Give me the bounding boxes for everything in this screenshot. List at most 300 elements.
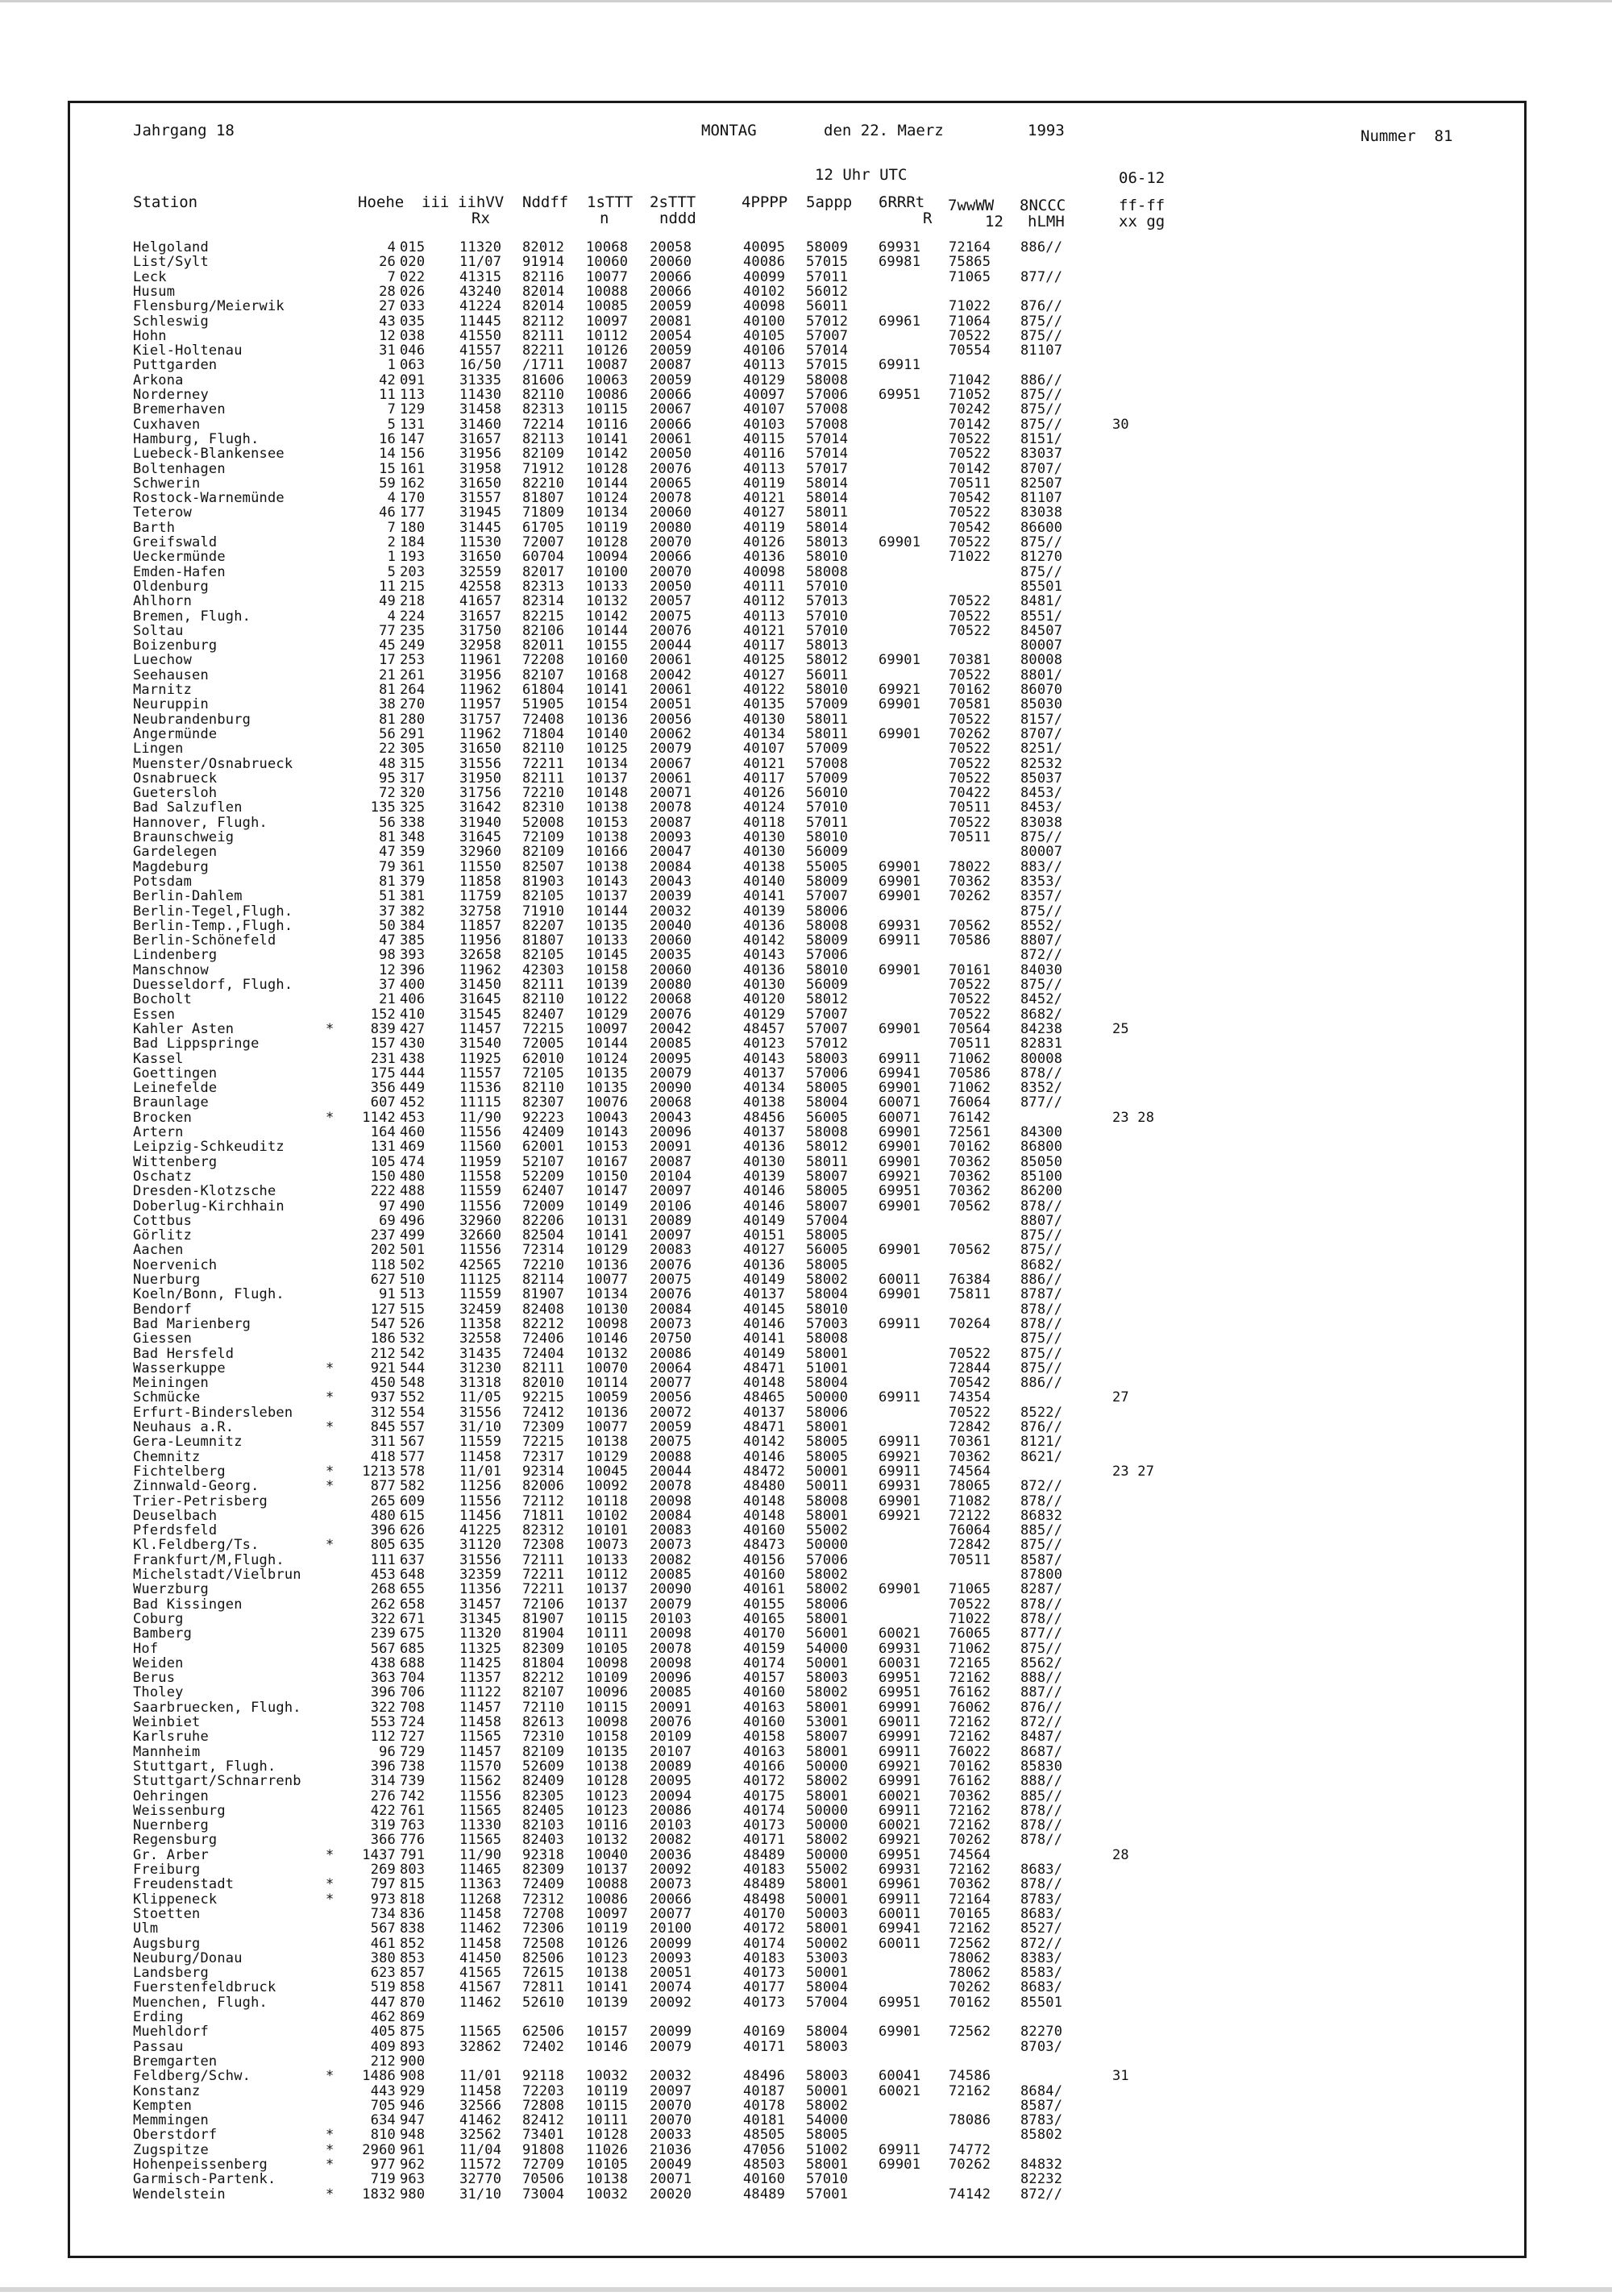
cell-1sttt: 10077 — [586, 268, 629, 285]
cell-8nccc: 883// — [1020, 858, 1063, 875]
cell-4pppp: 40120 — [743, 991, 786, 1008]
cell-nddff: 51905 — [522, 696, 565, 713]
cell-6rrrt: 69911 — [879, 1891, 921, 1908]
cell-7wwww: 72162 — [949, 1729, 991, 1746]
cell-iihvv: 11320 — [459, 239, 502, 255]
cell-7wwww: 70362 — [949, 1168, 991, 1185]
cell-iihvv: 11115 — [459, 1094, 502, 1111]
cell-6rrrt: 69901 — [879, 652, 921, 669]
cell-iii: 929 — [400, 2082, 426, 2099]
cell-hoehe: 1832 — [362, 2186, 396, 2203]
cell-6rrrt: 69911 — [879, 2141, 921, 2158]
cell-4pppp: 48471 — [743, 1360, 786, 1376]
cell-hoehe: 719 — [370, 2171, 396, 2188]
cell-nddff: 82107 — [522, 666, 565, 683]
cell-station: Hohenpeissenberg — [133, 2157, 268, 2173]
cell-nddff: 72007 — [522, 534, 565, 550]
cell-5appp: 56005 — [806, 1242, 849, 1259]
cell-station: Bremgarten — [133, 2053, 218, 2070]
cell-iii: 513 — [400, 1286, 426, 1303]
cell-1sttt: 10112 — [586, 1567, 629, 1583]
cell-station: Hamburg, Flugh. — [133, 430, 260, 447]
cell-6rrrt: 60071 — [879, 1109, 921, 1126]
cell-2sttt: 20073 — [650, 1537, 692, 1554]
cell-2sttt: 20043 — [650, 1109, 692, 1126]
cell-iii: 857 — [400, 1965, 426, 1982]
cell-4pppp: 40159 — [743, 1640, 786, 1657]
cell-1sttt: 10115 — [586, 2097, 629, 2114]
cell-hoehe: 26 — [379, 254, 396, 271]
cell-nddff: 71912 — [522, 460, 565, 477]
cell-1sttt: 10094 — [586, 549, 629, 566]
cell-station: Teterow — [133, 504, 193, 521]
col-5appp: 5appp — [806, 193, 853, 211]
cell-2sttt: 20096 — [650, 1670, 692, 1687]
cell-6rrrt: 69981 — [879, 254, 921, 271]
cell-5appp: 58005 — [806, 1183, 849, 1200]
cell-station: Boizenburg — [133, 637, 218, 654]
cell-4pppp: 40156 — [743, 1551, 786, 1568]
cell-station: Konstanz — [133, 2082, 201, 2099]
cell-7wwww: 72162 — [949, 1862, 991, 1878]
cell-4pppp: 40183 — [743, 1862, 786, 1878]
cell-8nccc: 86832 — [1020, 1507, 1063, 1524]
cell-7wwww: 72122 — [949, 1507, 991, 1524]
cell-8nccc: 8452/ — [1020, 991, 1063, 1008]
cell-hoehe: 4 — [387, 239, 396, 255]
cell-hoehe: 51 — [379, 888, 396, 905]
cell-2sttt: 20075 — [650, 1272, 692, 1288]
cell-1sttt: 10142 — [586, 446, 629, 463]
cell-iii: 469 — [400, 1139, 426, 1156]
cell-1sttt: 10142 — [586, 608, 629, 625]
cell-hoehe: 46 — [379, 504, 396, 521]
cell-5appp: 57014 — [806, 430, 849, 447]
cell-iii: 501 — [400, 1242, 426, 1259]
cell-2sttt: 20086 — [650, 1345, 692, 1362]
cell-8nccc: 84832 — [1020, 2157, 1063, 2173]
cell-2sttt: 20059 — [650, 298, 692, 315]
cell-iihvv: 31642 — [459, 799, 502, 816]
cell-4pppp: 40098 — [743, 563, 786, 580]
cell-5appp: 58011 — [806, 725, 849, 742]
cell-4pppp: 40160 — [743, 1522, 786, 1539]
cell-5appp: 50001 — [806, 1655, 849, 1671]
cell-iihvv: 41462 — [459, 2112, 502, 2129]
cell-hoehe: 567 — [370, 1920, 396, 1937]
cell-station: Landsberg — [133, 1965, 209, 1982]
cell-2sttt: 20066 — [650, 1891, 692, 1908]
cell-nddff: 82407 — [522, 1006, 565, 1023]
cell-7wwww: 76062 — [949, 1699, 991, 1716]
cell-4pppp: 40149 — [743, 1345, 786, 1362]
cell-hoehe: 409 — [370, 2038, 396, 2055]
cell-iii: 162 — [400, 475, 426, 492]
cell-hoehe: 262 — [370, 1596, 396, 1613]
cell-5appp: 58001 — [806, 1876, 849, 1893]
cell-mark: * — [326, 2186, 334, 2203]
cell-4pppp: 40135 — [743, 696, 786, 713]
cell-4pppp: 40095 — [743, 239, 786, 255]
cell-5appp: 58001 — [806, 2157, 849, 2173]
cell-8nccc: 875// — [1020, 327, 1063, 344]
cell-nddff: 71910 — [522, 903, 565, 920]
cell-1sttt: 10155 — [586, 637, 629, 654]
cell-iihvv: 11456 — [459, 1507, 502, 1524]
cell-5appp: 58002 — [806, 1773, 849, 1790]
cell-hoehe: 405 — [370, 2024, 396, 2041]
cell-nddff: 82212 — [522, 1315, 565, 1332]
cell-2sttt: 20076 — [650, 1714, 692, 1730]
cell-iihvv: 31458 — [459, 401, 502, 418]
cell-8nccc: 878// — [1020, 1301, 1063, 1318]
col-ff-sub: xx gg — [1119, 213, 1165, 230]
cell-1sttt: 10133 — [586, 1551, 629, 1568]
cell-station: Bremen, Flugh. — [133, 608, 251, 625]
cell-1sttt: 10115 — [586, 1699, 629, 1716]
cell-iii: 379 — [400, 873, 426, 890]
col-7wwww: 7wwWW — [948, 197, 995, 214]
cell-station: Cottbus — [133, 1212, 193, 1229]
cell-8nccc: 85501 — [1020, 1994, 1063, 2011]
cell-iii: 980 — [400, 2186, 426, 2203]
cell-iihvv: 11559 — [459, 1183, 502, 1200]
cell-4pppp: 40122 — [743, 682, 786, 698]
cell-iii: 490 — [400, 1198, 426, 1214]
cell-5appp: 58013 — [806, 534, 849, 550]
cell-4pppp: 40136 — [743, 1256, 786, 1273]
cell-iii: 852 — [400, 1935, 426, 1952]
cell-iii: 554 — [400, 1404, 426, 1421]
jahrgang: Jahrgang 18 — [133, 122, 235, 139]
cell-8nccc: 878// — [1020, 1832, 1063, 1849]
cell-station: Aachen — [133, 1242, 184, 1259]
cell-4pppp: 40107 — [743, 741, 786, 758]
cell-iii: 704 — [400, 1670, 426, 1687]
cell-hoehe: 734 — [370, 1905, 396, 1922]
cell-2sttt: 20094 — [650, 1787, 692, 1804]
cell-2sttt: 20043 — [650, 873, 692, 890]
cell-7wwww: 70262 — [949, 2157, 991, 2173]
cell-7wwww: 72162 — [949, 1802, 991, 1819]
cell-nddff: 72009 — [522, 1198, 565, 1214]
cell-8nccc: 878// — [1020, 1596, 1063, 1613]
cell-2sttt: 20049 — [650, 2157, 692, 2173]
cell-mark: * — [326, 1020, 334, 1037]
cell-4pppp: 40187 — [743, 2082, 786, 2099]
cell-8nccc: 8682/ — [1020, 1256, 1063, 1273]
cell-iii: 870 — [400, 1994, 426, 2011]
cell-7wwww: 71064 — [949, 313, 991, 330]
cell-2sttt: 20074 — [650, 1979, 692, 1996]
cell-7wwww: 70522 — [949, 770, 991, 787]
cell-1sttt: 10073 — [586, 1537, 629, 1554]
cell-8nccc: 8783/ — [1020, 2112, 1063, 2129]
cell-nddff: 72210 — [522, 1256, 565, 1273]
cell-iii: 803 — [400, 1862, 426, 1878]
cell-2sttt: 20085 — [650, 1036, 692, 1053]
cell-5appp: 58002 — [806, 1581, 849, 1598]
cell-7wwww: 70142 — [949, 460, 991, 477]
cell-4pppp: 48505 — [743, 2127, 786, 2144]
cell-5appp: 58006 — [806, 1404, 849, 1421]
cell-5appp: 58005 — [806, 1448, 849, 1465]
cell-nddff: 60704 — [522, 549, 565, 566]
cell-nddff: 72508 — [522, 1935, 565, 1952]
cell-station: Kl.Feldberg/Ts. — [133, 1537, 260, 1554]
cell-ff: 28 — [1112, 1846, 1129, 1863]
cell-4pppp: 48473 — [743, 1537, 786, 1554]
cell-hoehe: 314 — [370, 1773, 396, 1790]
cell-iihvv: 11358 — [459, 1315, 502, 1332]
cell-4pppp: 40136 — [743, 549, 786, 566]
cell-5appp: 50003 — [806, 1905, 849, 1922]
cell-iii: 515 — [400, 1301, 426, 1318]
cell-hoehe: 810 — [370, 2127, 396, 2144]
cell-5appp: 57010 — [806, 608, 849, 625]
cell-2sttt: 20080 — [650, 977, 692, 993]
cell-iii: 480 — [400, 1168, 426, 1185]
cell-nddff: 82014 — [522, 283, 565, 300]
cell-7wwww: 70522 — [949, 1345, 991, 1362]
cell-5appp: 58008 — [806, 372, 849, 388]
cell-2sttt: 20082 — [650, 1832, 692, 1849]
cell-nddff: 82207 — [522, 917, 565, 934]
cell-1sttt: 10085 — [586, 298, 629, 315]
cell-nddff: 82112 — [522, 313, 565, 330]
cell-nddff: /1711 — [522, 357, 565, 374]
cell-1sttt: 10137 — [586, 888, 629, 905]
cell-2sttt: 20098 — [650, 1493, 692, 1509]
cell-iihvv: 31645 — [459, 829, 502, 845]
cell-nddff: 62506 — [522, 2024, 565, 2041]
cell-hoehe: 265 — [370, 1493, 396, 1509]
cell-iii: 577 — [400, 1448, 426, 1465]
cell-iihvv: 41224 — [459, 298, 502, 315]
cell-station: Stoetten — [133, 1905, 201, 1922]
cell-8nccc: 86200 — [1020, 1183, 1063, 1200]
cell-station: Schmücke — [133, 1389, 201, 1406]
cell-4pppp: 40112 — [743, 593, 786, 610]
cell-4pppp: 40106 — [743, 343, 786, 359]
cell-station: Artern — [133, 1124, 184, 1140]
cell-7wwww: 72562 — [949, 2024, 991, 2041]
cell-1sttt: 10101 — [586, 1522, 629, 1539]
cell-nddff: 82310 — [522, 799, 565, 816]
cell-7wwww: 78062 — [949, 1949, 991, 1966]
cell-hoehe: 69 — [379, 1212, 396, 1229]
cell-8nccc: 8487/ — [1020, 1729, 1063, 1746]
cell-5appp: 58003 — [806, 2068, 849, 2085]
cell-station: Nuerburg — [133, 1272, 201, 1288]
cell-hoehe: 447 — [370, 1994, 396, 2011]
cell-4pppp: 48457 — [743, 1020, 786, 1037]
cell-station: Guetersloh — [133, 785, 218, 802]
cell-iii: 131 — [400, 416, 426, 433]
cell-6rrrt: 69901 — [879, 534, 921, 550]
cell-iii: 776 — [400, 1832, 426, 1849]
cell-5appp: 58010 — [806, 961, 849, 978]
cell-2sttt: 20033 — [650, 2127, 692, 2144]
cell-iii: 658 — [400, 1596, 426, 1613]
cell-7wwww: 70264 — [949, 1315, 991, 1332]
cell-station: Stuttgart, Flugh. — [133, 1758, 276, 1775]
cell-iii: 382 — [400, 903, 426, 920]
cell-7wwww: 70162 — [949, 1994, 991, 2011]
cell-iihvv: 41565 — [459, 1965, 502, 1982]
cell-iihvv: 11/01 — [459, 2068, 502, 2085]
cell-iii: 264 — [400, 682, 426, 698]
cell-7wwww: 70511 — [949, 799, 991, 816]
cell-hoehe: 97 — [379, 1198, 396, 1214]
cell-4pppp: 48489 — [743, 1846, 786, 1863]
cell-1sttt: 10128 — [586, 2127, 629, 2144]
col-1sttt: 1sTTT — [587, 193, 634, 211]
cell-8nccc: 886// — [1020, 372, 1063, 388]
cell-iii: 961 — [400, 2141, 426, 2158]
cell-4pppp: 40169 — [743, 2024, 786, 2041]
cell-hoehe: 14 — [379, 446, 396, 463]
cell-4pppp: 40118 — [743, 814, 786, 831]
col-ff: ff-ff — [1119, 197, 1165, 214]
cell-nddff: 81807 — [522, 932, 565, 949]
cell-nddff: 82313 — [522, 401, 565, 418]
cell-2sttt: 20032 — [650, 903, 692, 920]
cell-7wwww: 76022 — [949, 1743, 991, 1760]
cell-8nccc: 878// — [1020, 1610, 1063, 1627]
cell-5appp: 57006 — [806, 1065, 849, 1082]
cell-1sttt: 10137 — [586, 770, 629, 787]
cell-iii: 224 — [400, 608, 426, 625]
cell-iii: 738 — [400, 1758, 426, 1775]
cell-5appp: 50000 — [806, 1537, 849, 1554]
year: 1993 — [1028, 122, 1065, 139]
cell-8nccc: 8527/ — [1020, 1920, 1063, 1937]
cell-4pppp: 40129 — [743, 372, 786, 388]
cell-iii: 177 — [400, 504, 426, 521]
cell-iii: 655 — [400, 1581, 426, 1598]
cell-5appp: 58007 — [806, 1729, 849, 1746]
cell-6rrrt: 69921 — [879, 1448, 921, 1465]
cell-4pppp: 40130 — [743, 829, 786, 845]
cell-iii: 449 — [400, 1080, 426, 1097]
cell-7wwww: 70522 — [949, 1404, 991, 1421]
cell-5appp: 58010 — [806, 1301, 849, 1318]
cell-4pppp: 40148 — [743, 1493, 786, 1509]
cell-4pppp: 40137 — [743, 1065, 786, 1082]
cell-iii: 963 — [400, 2171, 426, 2188]
cell-7wwww: 70522 — [949, 504, 991, 521]
cell-iii: 063 — [400, 357, 426, 374]
cell-hoehe: 22 — [379, 741, 396, 758]
cell-8nccc: 83038 — [1020, 504, 1063, 521]
cell-nddff: 73004 — [522, 2186, 565, 2203]
cell-5appp: 58002 — [806, 1832, 849, 1849]
cell-5appp: 58001 — [806, 1743, 849, 1760]
cell-hoehe: 56 — [379, 725, 396, 742]
col-8nccc-sub: hLMH — [1028, 213, 1065, 230]
cell-nddff: 62407 — [522, 1183, 565, 1200]
cell-8nccc: 84030 — [1020, 961, 1063, 978]
cell-iihvv: 31556 — [459, 1551, 502, 1568]
cell-4pppp: 40173 — [743, 1817, 786, 1834]
cell-station: Leinefelde — [133, 1080, 218, 1097]
cell-iihvv: 11565 — [459, 1802, 502, 1819]
cell-8nccc: 886// — [1020, 1375, 1063, 1392]
cell-6rrrt: 69931 — [879, 1862, 921, 1878]
cell-5appp: 50001 — [806, 2082, 849, 2099]
cell-iihvv: 32566 — [459, 2097, 502, 2114]
cell-iihvv: 11562 — [459, 1773, 502, 1790]
cell-nddff: 82113 — [522, 430, 565, 447]
cell-hoehe: 98 — [379, 947, 396, 964]
cell-5appp: 55002 — [806, 1862, 849, 1878]
cell-5appp: 51002 — [806, 2141, 849, 2158]
cell-8nccc: 8807/ — [1020, 1212, 1063, 1229]
cell-7wwww: 70522 — [949, 1596, 991, 1613]
cell-nddff: 72615 — [522, 1965, 565, 1982]
cell-5appp: 57007 — [806, 1020, 849, 1037]
cell-nddff: 82116 — [522, 268, 565, 285]
cell-station: Stuttgart/Schnarrenb — [133, 1773, 301, 1790]
cell-station: Muenster/Osnabrueck — [133, 755, 293, 772]
cell-hoehe: 127 — [370, 1301, 396, 1318]
cell-iii: 249 — [400, 637, 426, 654]
cell-iii: 532 — [400, 1331, 426, 1347]
cell-hoehe: 96 — [379, 1743, 396, 1760]
cell-1sttt: 10140 — [586, 725, 629, 742]
cell-5appp: 58006 — [806, 903, 849, 920]
cell-7wwww: 70511 — [949, 829, 991, 845]
cell-hoehe: 519 — [370, 1979, 396, 1996]
cell-4pppp: 40119 — [743, 475, 786, 492]
cell-7wwww: 70554 — [949, 343, 991, 359]
cell-7wwww: 70542 — [949, 1375, 991, 1392]
cell-8nccc: 8583/ — [1020, 1965, 1063, 1982]
cell-1sttt: 10086 — [586, 1891, 629, 1908]
cell-hoehe: 450 — [370, 1375, 396, 1392]
cell-7wwww: 76064 — [949, 1522, 991, 1539]
cell-nddff: 72111 — [522, 1551, 565, 1568]
cell-5appp: 57007 — [806, 327, 849, 344]
cell-iii: 038 — [400, 327, 426, 344]
cell-1sttt: 10122 — [586, 991, 629, 1008]
cell-iihvv: 31318 — [459, 1375, 502, 1392]
cell-iii: 218 — [400, 593, 426, 610]
cell-station: Braunschweig — [133, 829, 235, 845]
cell-station: Weissenburg — [133, 1802, 226, 1819]
cell-5appp: 50000 — [806, 1846, 849, 1863]
cell-1sttt: 10063 — [586, 372, 629, 388]
cell-1sttt: 10144 — [586, 1036, 629, 1053]
cell-5appp: 58003 — [806, 1050, 849, 1067]
cell-6rrrt: 69901 — [879, 1020, 921, 1037]
cell-hoehe: 547 — [370, 1315, 396, 1332]
cell-hoehe: 1 — [387, 549, 396, 566]
cell-hoehe: 77 — [379, 622, 396, 639]
cell-1sttt: 10118 — [586, 1493, 629, 1509]
cell-iihvv: 11465 — [459, 1862, 502, 1878]
cell-1sttt: 10115 — [586, 1610, 629, 1627]
cell-6rrrt: 69911 — [879, 357, 921, 374]
cell-station: Fichtelberg — [133, 1463, 226, 1480]
cell-iii: 729 — [400, 1743, 426, 1760]
cell-6rrrt: 69991 — [879, 1699, 921, 1716]
cell-station: Hohn — [133, 327, 167, 344]
cell-1sttt: 10059 — [586, 1389, 629, 1406]
cell-6rrrt: 69961 — [879, 313, 921, 330]
cell-8nccc: 8121/ — [1020, 1434, 1063, 1451]
